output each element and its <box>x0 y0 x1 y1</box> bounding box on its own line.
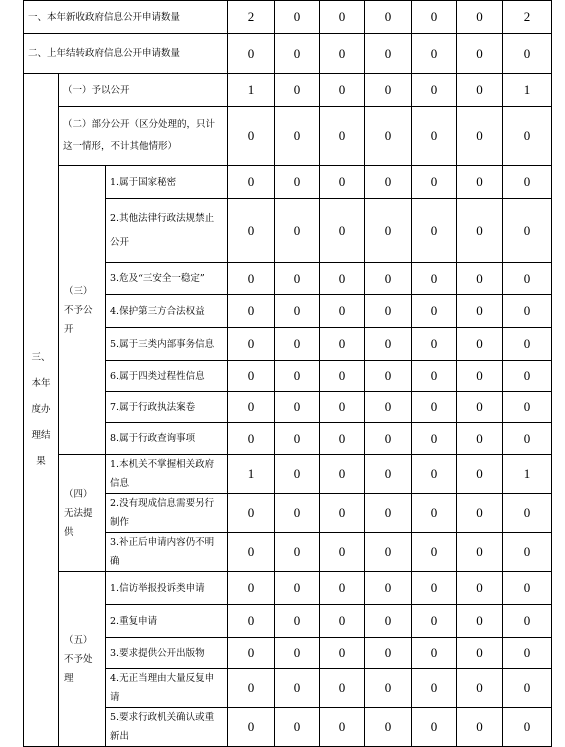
cell-value: 0 <box>228 361 275 392</box>
cell-value: 0 <box>503 605 552 638</box>
row-label: 二、上年结转政府信息公开申请数量 <box>24 34 228 74</box>
row-label: 6.属于四类过程性信息 <box>106 361 228 392</box>
cell-value: 0 <box>228 328 275 361</box>
cell-value: 0 <box>457 392 503 423</box>
cell-value: 0 <box>457 328 503 361</box>
table-row <box>24 74 552 107</box>
cell-value: 0 <box>457 494 503 533</box>
cell-value: 0 <box>228 263 275 295</box>
cell-value: 0 <box>365 166 412 199</box>
cell-value: 0 <box>412 361 457 392</box>
row-label: 4.无正当理由大量反复申请 <box>106 669 228 708</box>
group-4-label: （四）无法提供 <box>59 455 106 572</box>
cell-value: 0 <box>457 669 503 708</box>
cell-value: 0 <box>503 669 552 708</box>
cell-value: 0 <box>320 423 365 455</box>
cell-value: 0 <box>275 669 320 708</box>
cell-value: 0 <box>365 708 412 747</box>
cell-value: 0 <box>228 572 275 605</box>
cell-value: 0 <box>503 423 552 455</box>
cell-value: 0 <box>320 34 365 74</box>
cell-value: 0 <box>275 392 320 423</box>
cell-value: 0 <box>412 74 457 107</box>
cell-value: 0 <box>320 638 365 669</box>
cell-value: 0 <box>320 455 365 494</box>
row-label: 1.信访举报投诉类申请 <box>106 572 228 605</box>
cell-value: 0 <box>320 328 365 361</box>
cell-value: 0 <box>275 107 320 166</box>
cell-value: 0 <box>228 494 275 533</box>
cell-value: 0 <box>457 638 503 669</box>
cell-value: 0 <box>365 263 412 295</box>
cell-value: 0 <box>365 572 412 605</box>
cell-value: 0 <box>275 361 320 392</box>
cell-value: 0 <box>320 107 365 166</box>
cell-value: 0 <box>365 295 412 328</box>
cell-value: 0 <box>412 295 457 328</box>
row-label: 3.要求提供公开出版物 <box>106 638 228 669</box>
cell-value: 0 <box>365 533 412 572</box>
cell-value: 0 <box>275 605 320 638</box>
cell-value: 0 <box>412 494 457 533</box>
cell-value: 0 <box>365 494 412 533</box>
row-label: 7.属于行政执法案卷 <box>106 392 228 423</box>
cell-value: 2 <box>228 1 275 34</box>
cell-value: 0 <box>228 199 275 263</box>
table-row <box>24 34 552 74</box>
cell-value: 0 <box>457 423 503 455</box>
cell-value: 0 <box>275 455 320 494</box>
cell-value: 2 <box>503 1 552 34</box>
cell-value: 0 <box>412 1 457 34</box>
cell-value: 0 <box>503 361 552 392</box>
cell-value: 0 <box>275 166 320 199</box>
cell-value: 0 <box>457 708 503 747</box>
cell-value: 0 <box>412 572 457 605</box>
cell-value: 0 <box>457 533 503 572</box>
cell-value: 0 <box>457 166 503 199</box>
cell-value: 0 <box>320 361 365 392</box>
cell-value: 0 <box>412 455 457 494</box>
cell-value: 0 <box>320 605 365 638</box>
cell-value: 0 <box>275 494 320 533</box>
row-label: 4.保护第三方合法权益 <box>106 295 228 328</box>
row-label: 1.属于国家秘密 <box>106 166 228 199</box>
cell-value: 0 <box>275 263 320 295</box>
table-row <box>24 107 552 166</box>
row-label: 2.其他法律行政法规禁止公开 <box>106 199 228 263</box>
cell-value: 0 <box>365 392 412 423</box>
cell-value: 0 <box>412 328 457 361</box>
cell-value: 0 <box>457 361 503 392</box>
cell-value: 0 <box>365 669 412 708</box>
row-label: 3.补正后申请内容仍不明确 <box>106 533 228 572</box>
cell-value: 0 <box>503 34 552 74</box>
row-label: 一、本年新收政府信息公开申请数量 <box>24 1 228 34</box>
cell-value: 0 <box>503 533 552 572</box>
row-label: 5.要求行政机关确认或重新出 <box>106 708 228 747</box>
cell-value: 0 <box>228 107 275 166</box>
cell-value: 0 <box>228 533 275 572</box>
row-label: 2.没有现成信息需要另行制作 <box>106 494 228 533</box>
cell-value: 0 <box>275 638 320 669</box>
section-3-label-text: 三、本年度办理结果 <box>31 352 51 467</box>
cell-value: 0 <box>365 74 412 107</box>
cell-value: 0 <box>275 572 320 605</box>
cell-value: 0 <box>320 295 365 328</box>
cell-value: 0 <box>412 166 457 199</box>
cell-value: 0 <box>457 199 503 263</box>
cell-value: 0 <box>457 295 503 328</box>
cell-value: 0 <box>275 34 320 74</box>
cell-value: 0 <box>275 199 320 263</box>
cell-value: 0 <box>320 494 365 533</box>
cell-value: 0 <box>503 166 552 199</box>
cell-value: 0 <box>275 1 320 34</box>
cell-value: 0 <box>412 199 457 263</box>
cell-value: 0 <box>228 295 275 328</box>
cell-value: 0 <box>457 74 503 107</box>
table-row <box>24 572 552 605</box>
cell-value: 0 <box>320 572 365 605</box>
cell-value: 0 <box>365 638 412 669</box>
cell-value: 0 <box>457 107 503 166</box>
row-label: 2.重复申请 <box>106 605 228 638</box>
cell-value: 0 <box>365 361 412 392</box>
cell-value: 1 <box>503 74 552 107</box>
cell-value: 0 <box>503 199 552 263</box>
cell-value: 0 <box>228 34 275 74</box>
cell-value: 0 <box>320 392 365 423</box>
cell-value: 0 <box>412 107 457 166</box>
cell-value: 0 <box>275 533 320 572</box>
cell-value: 0 <box>275 328 320 361</box>
cell-value: 0 <box>228 166 275 199</box>
cell-value: 0 <box>320 199 365 263</box>
cell-value: 0 <box>320 263 365 295</box>
cell-value: 0 <box>365 605 412 638</box>
cell-value: 0 <box>320 74 365 107</box>
row-label: （一）予以公开 <box>59 74 228 107</box>
row-label: 8.属于行政查询事项 <box>106 423 228 455</box>
cell-value: 0 <box>320 708 365 747</box>
cell-value: 0 <box>228 669 275 708</box>
cell-value: 0 <box>228 638 275 669</box>
row-label: （二）部分公开（区分处理的，只计这一情形，不计其他情形） <box>59 107 228 166</box>
cell-value: 0 <box>412 423 457 455</box>
cell-value: 0 <box>457 455 503 494</box>
cell-value: 0 <box>503 572 552 605</box>
cell-value: 0 <box>275 708 320 747</box>
section-3-label <box>24 74 59 747</box>
cell-value: 0 <box>412 34 457 74</box>
cell-value: 0 <box>503 638 552 669</box>
cell-value: 0 <box>457 34 503 74</box>
cell-value: 0 <box>503 295 552 328</box>
cell-value: 0 <box>320 533 365 572</box>
cell-value: 0 <box>228 708 275 747</box>
cell-value: 0 <box>503 392 552 423</box>
cell-value: 0 <box>365 1 412 34</box>
cell-value: 0 <box>320 669 365 708</box>
cell-value: 0 <box>457 605 503 638</box>
cell-value: 0 <box>275 74 320 107</box>
cell-value: 0 <box>228 423 275 455</box>
cell-value: 0 <box>412 392 457 423</box>
cell-value: 1 <box>228 74 275 107</box>
cell-value: 0 <box>365 107 412 166</box>
row-label: 3.危及“三安全一稳定” <box>106 263 228 295</box>
cell-value: 0 <box>457 1 503 34</box>
cell-value: 1 <box>228 455 275 494</box>
government-info-disclosure-table <box>23 0 552 747</box>
cell-value: 0 <box>228 605 275 638</box>
cell-value: 0 <box>412 263 457 295</box>
table-row <box>24 166 552 199</box>
table-row <box>24 1 552 34</box>
cell-value: 0 <box>365 34 412 74</box>
cell-value: 0 <box>275 295 320 328</box>
cell-value: 0 <box>412 533 457 572</box>
cell-value: 0 <box>412 669 457 708</box>
cell-value: 0 <box>503 708 552 747</box>
cell-value: 0 <box>228 392 275 423</box>
cell-value: 0 <box>365 455 412 494</box>
cell-value: 0 <box>275 423 320 455</box>
row-label: 5.属于三类内部事务信息 <box>106 328 228 361</box>
cell-value: 0 <box>365 199 412 263</box>
cell-value: 0 <box>365 328 412 361</box>
cell-value: 0 <box>412 708 457 747</box>
cell-value: 0 <box>503 494 552 533</box>
row-label: 1.本机关不掌握相关政府信息 <box>106 455 228 494</box>
cell-value: 0 <box>320 166 365 199</box>
cell-value: 0 <box>503 328 552 361</box>
cell-value: 0 <box>320 1 365 34</box>
cell-value: 0 <box>457 572 503 605</box>
cell-value: 0 <box>503 107 552 166</box>
cell-value: 1 <box>503 455 552 494</box>
cell-value: 0 <box>365 423 412 455</box>
cell-value: 0 <box>412 638 457 669</box>
cell-value: 0 <box>503 263 552 295</box>
group-5-label: （五）不予处理 <box>59 572 106 747</box>
table-row <box>24 455 552 494</box>
group-3-label: （三）不予公开 <box>59 166 106 455</box>
cell-value: 0 <box>457 263 503 295</box>
cell-value: 0 <box>412 605 457 638</box>
